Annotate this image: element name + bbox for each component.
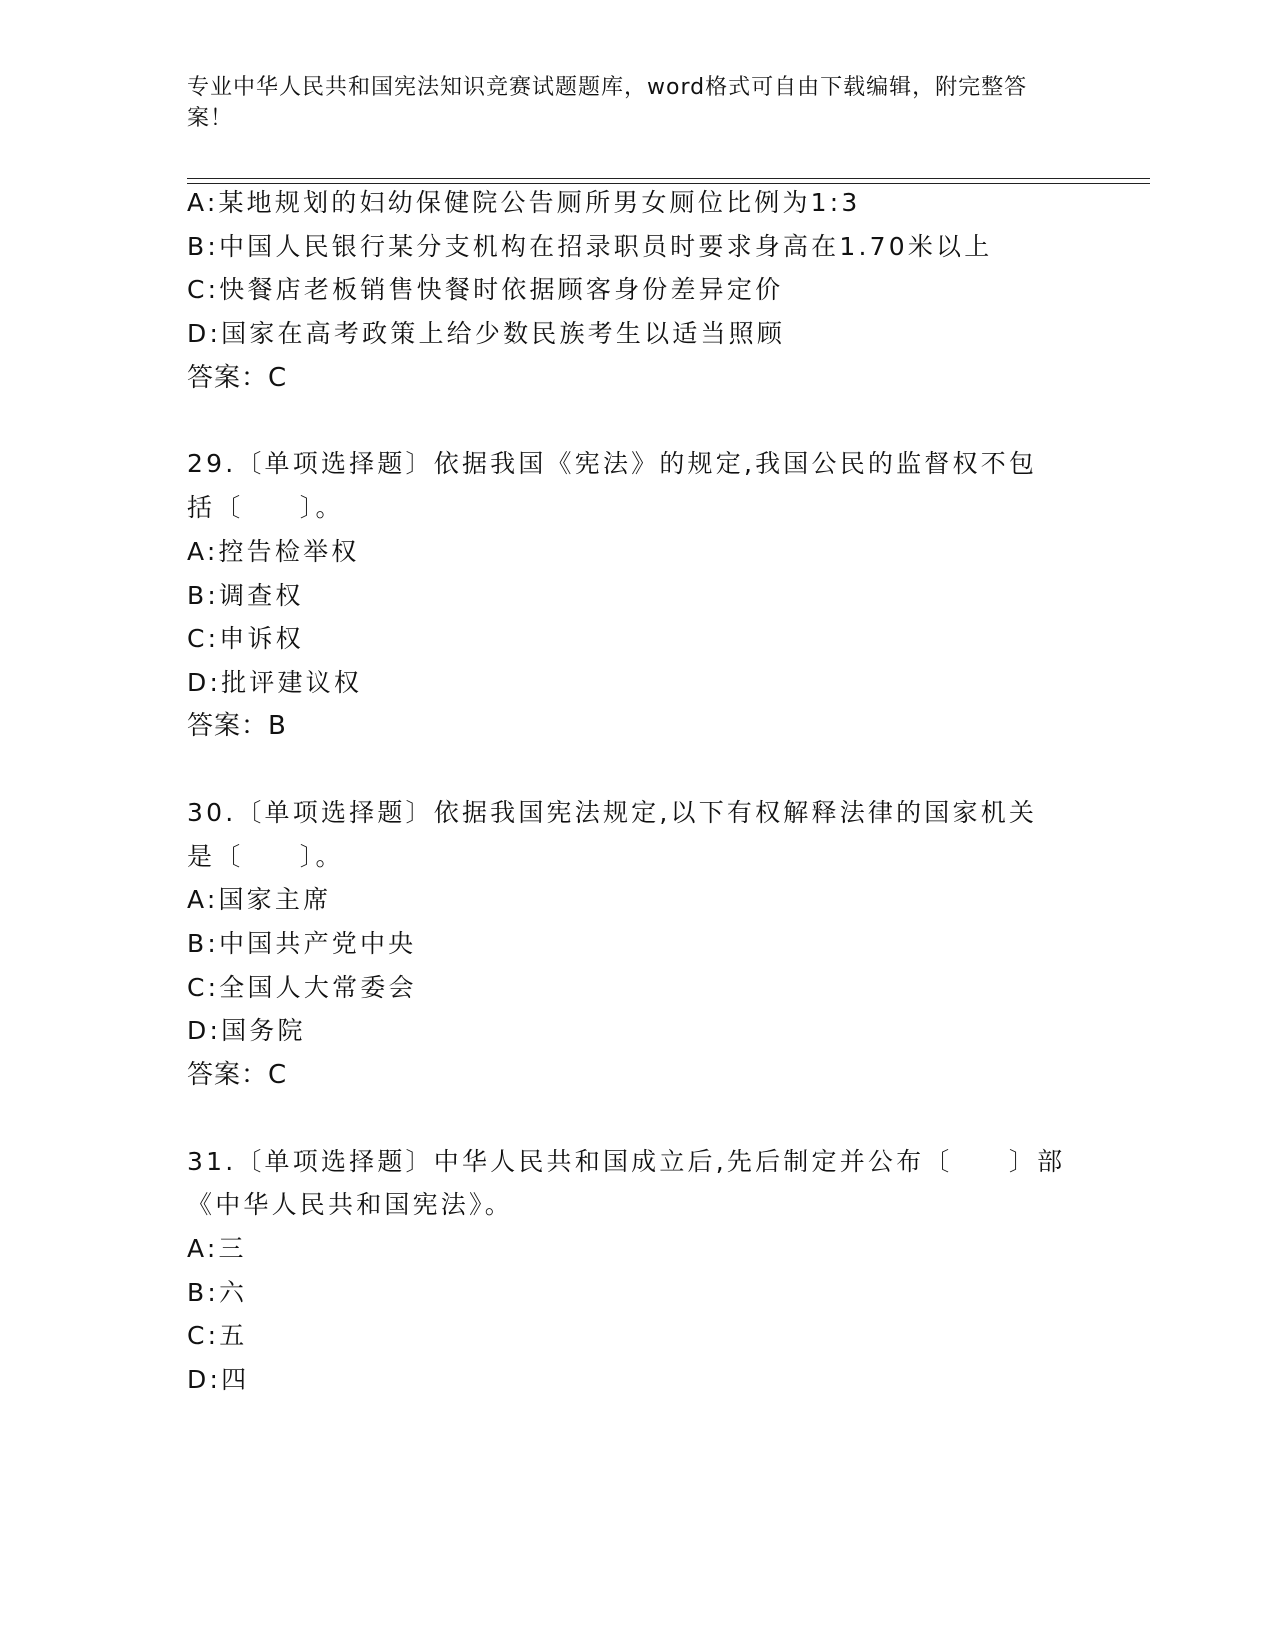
q28-option-c: C:快餐店老板销售快餐时依据顾客身份差异定价 [187,275,784,304]
q29-answer: 答案：B [187,711,287,741]
q30-option-d: D:国务院 [187,1016,306,1045]
header-rule-top [187,178,1150,179]
q29-stem-line2: 括〔 〕。 [187,493,344,522]
q30-stem-line2: 是〔 〕。 [187,842,344,871]
q29-option-c: C:申诉权 [187,624,304,653]
q30-answer: 答案：C [187,1060,288,1090]
header-rule-bottom [187,183,1150,184]
q28-option-a: A:某地规划的妇幼保健院公告厕所男女厕位比例为1:3 [187,188,861,217]
document-header: 专业中华人民共和国宪法知识竞赛试题题库，word格式可自由下载编辑，附完整答案！ [187,75,1028,131]
q29-stem-line1: 29.〔单项选择题〕依据我国《宪法》的规定,我国公民的监督权不包 [187,449,1038,478]
q30-option-c: C:全国人大常委会 [187,973,417,1002]
q31-stem-line2: 《中华人民共和国宪法》。 [187,1190,513,1219]
q28-option-b: B:中国人民银行某分支机构在招录职员时要求身高在1.70米以上 [187,232,993,261]
q31-stem-line1: 31.〔单项选择题〕中华人民共和国成立后,先后制定并公布〔 〕部 [187,1147,1066,1176]
q31-option-b: B:六 [187,1278,248,1307]
q30-option-a: A:国家主席 [187,885,332,914]
q30-stem-line1: 30.〔单项选择题〕依据我国宪法规定,以下有权解释法律的国家机关 [187,798,1038,827]
q31-option-c: C:五 [187,1321,248,1350]
q28-answer: 答案：C [187,363,288,393]
q31-option-a: A:三 [187,1234,247,1263]
q29-option-b: B:调查权 [187,581,304,610]
q28-option-d: D:国家在高考政策上给少数民族考生以适当照顾 [187,319,786,348]
q30-option-b: B:中国共产党中央 [187,929,417,958]
q31-option-d: D:四 [187,1365,250,1394]
q29-option-d: D:批评建议权 [187,668,363,697]
q29-option-a: A:控告检举权 [187,537,360,566]
